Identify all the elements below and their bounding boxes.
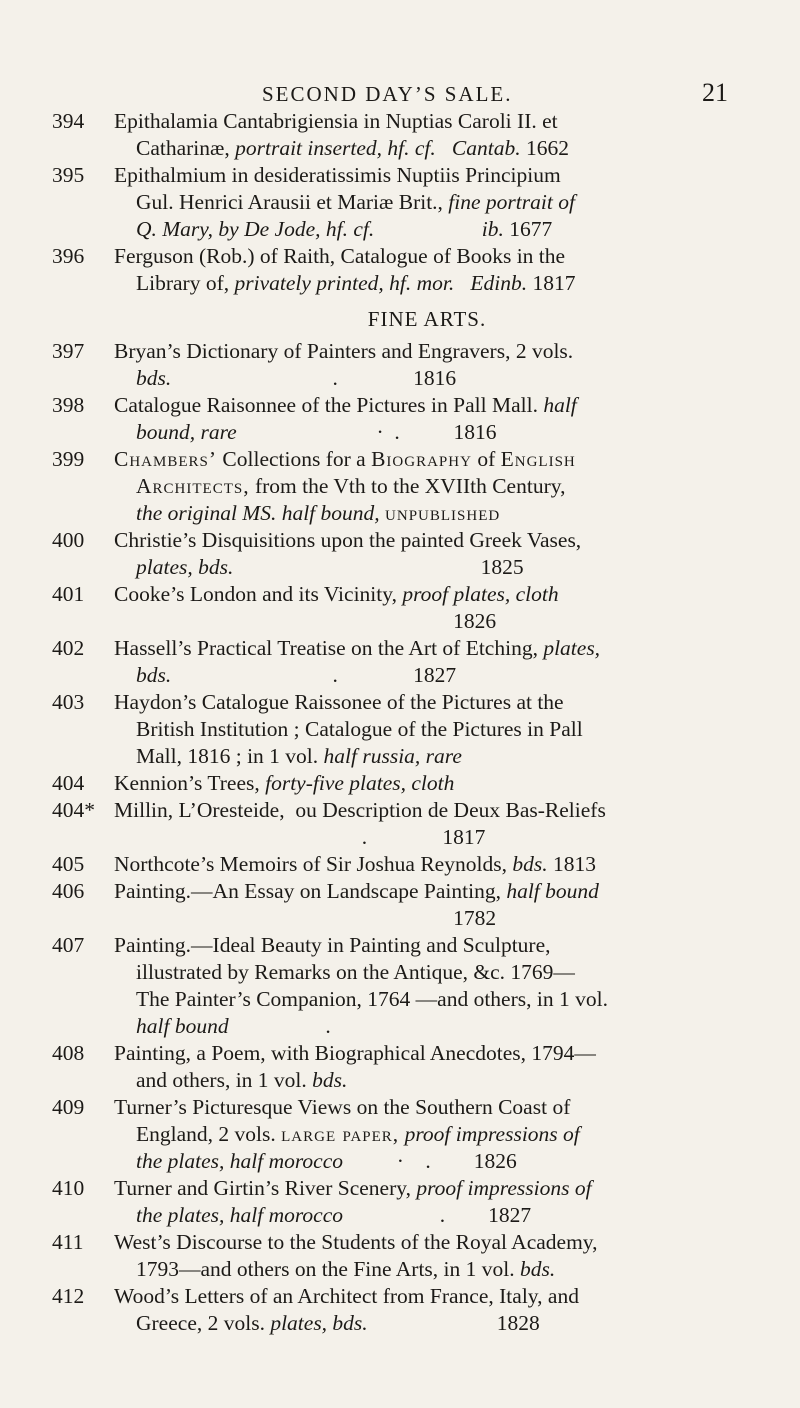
entry-text: half xyxy=(543,393,577,417)
entry-text: Ferguson (Rob.) of Raith, Catalogue of Books in the xyxy=(114,244,566,268)
entry-line xyxy=(114,270,742,297)
catalogue-entry xyxy=(52,392,742,446)
entry-text: England, 2 vols. xyxy=(136,1122,282,1146)
entry-line xyxy=(114,581,742,608)
entry-line xyxy=(114,365,742,392)
entry-line xyxy=(114,635,742,662)
entry-text: privately printed, hf. mor. xyxy=(234,271,455,295)
lot-number: 399 xyxy=(52,447,85,471)
catalogue-entry xyxy=(52,108,742,162)
entry-text: . 1827 xyxy=(343,1203,532,1227)
entry-line xyxy=(114,392,742,419)
entry-text: bds. xyxy=(312,1068,348,1092)
catalogue-entry xyxy=(52,446,742,527)
entry-text: plates, bds. xyxy=(136,555,234,579)
entry-line xyxy=(114,446,742,473)
entry-text: Q. Mary, by De Jode, hf. cf. xyxy=(136,217,375,241)
lot-number: 409 xyxy=(52,1095,85,1119)
entry-line xyxy=(114,824,742,851)
entry-line xyxy=(114,1121,742,1148)
entry-text xyxy=(436,136,452,160)
entry-text: Christie’s Disquisitions upon the painted Greek Vases, xyxy=(114,528,582,552)
entry-line xyxy=(114,986,742,1013)
entry-text: illustrated by Remarks on the Antique, &c. 1769— xyxy=(136,960,575,984)
catalogue-entry xyxy=(52,1040,742,1094)
entry-text: Kennion’s Trees, xyxy=(114,771,266,795)
entry-text: proof impressions of xyxy=(404,1122,580,1146)
entry-text: Catharinæ, xyxy=(136,136,236,160)
entry-line xyxy=(114,662,742,689)
entry-text: 1662 xyxy=(520,136,569,160)
entry-line xyxy=(114,932,742,959)
entry-line xyxy=(114,878,742,905)
entry-text: · . 1816 xyxy=(236,420,497,444)
catalogue-entry xyxy=(52,851,742,878)
lot-number: 398 xyxy=(52,393,85,417)
entry-line xyxy=(114,554,742,581)
entry-line xyxy=(114,1094,742,1121)
entry-text: 1782 xyxy=(136,906,497,930)
entry-text: 1817 xyxy=(527,271,576,295)
entry-text: fine portrait of xyxy=(448,190,575,214)
entry-text: 1813 xyxy=(547,852,596,876)
entry-text xyxy=(374,217,482,241)
entry-text: bds. xyxy=(136,366,172,390)
lot-number: 403 xyxy=(52,690,85,714)
entry-line xyxy=(114,135,742,162)
entry-text: . xyxy=(228,1014,331,1038)
entry-text: . 1827 xyxy=(171,663,457,687)
entry-line xyxy=(114,189,742,216)
catalogue-entry xyxy=(52,581,742,635)
entry-text: proof impressions of xyxy=(416,1176,592,1200)
lot-number: 410 xyxy=(52,1176,85,1200)
lot-number: 407 xyxy=(52,933,85,957)
entry-text: Biography xyxy=(371,447,472,471)
entry-text: half russia, rare xyxy=(323,744,462,768)
entry-text: of xyxy=(471,447,501,471)
catalogue-entry xyxy=(52,635,742,689)
entry-text: Painting.—Ideal Beauty in Painting and Sculpture, xyxy=(114,933,551,957)
running-title: SECOND DAY’S SALE. xyxy=(262,82,513,106)
entry-line xyxy=(114,1175,742,1202)
entry-text: British Institution ; Catalogue of the Pictures in Pall xyxy=(136,717,583,741)
entry-text: portrait inserted, hf. cf. xyxy=(235,136,436,160)
entry-line xyxy=(114,500,742,527)
lot-number: 397 xyxy=(52,339,85,363)
catalogue-entry xyxy=(52,162,742,243)
lot-number: 405 xyxy=(52,852,85,876)
entry-line xyxy=(114,608,742,635)
entry-text: plates, bds. xyxy=(270,1311,368,1335)
catalogue-entry xyxy=(52,1094,742,1175)
lot-number: 395 xyxy=(52,163,85,187)
entry-line xyxy=(114,1256,742,1283)
entry-text: the plates, half morocco xyxy=(136,1203,344,1227)
catalogue-entry xyxy=(52,932,742,1040)
entry-text: the original MS. half bound, xyxy=(136,501,380,525)
entry-text: bds. xyxy=(136,663,172,687)
entry-line xyxy=(114,851,742,878)
catalogue-entry xyxy=(52,243,742,297)
entry-line xyxy=(114,689,742,716)
entry-text: unpublished xyxy=(385,501,501,525)
lot-number: 404* xyxy=(52,798,95,822)
lot-number: 411 xyxy=(52,1230,84,1254)
lot-number: 402 xyxy=(52,636,85,660)
entry-line xyxy=(114,1310,742,1337)
entry-text: Library of, xyxy=(136,271,235,295)
entry-text: plates, xyxy=(543,636,601,660)
catalogue-entry xyxy=(52,338,742,392)
entry-line xyxy=(114,527,742,554)
entry-line xyxy=(114,905,742,932)
entry-text: . 1817 xyxy=(136,825,486,849)
entry-line xyxy=(114,1013,742,1040)
entry-line xyxy=(114,108,742,135)
entry-line xyxy=(114,162,742,189)
entry-line xyxy=(114,1040,742,1067)
entry-text: Edinb. xyxy=(470,271,528,295)
catalogue-entry xyxy=(52,1283,742,1337)
entry-text: Wood’s Letters of an Architect from France, Italy, and xyxy=(114,1284,579,1308)
entry-text: bds. xyxy=(512,852,548,876)
entry-text: English xyxy=(500,447,576,471)
entry-group-before-heading xyxy=(52,108,742,297)
entry-text: . 1816 xyxy=(171,366,457,390)
entry-text: Haydon’s Catalogue Raissonee of the Pictures at the xyxy=(114,690,564,714)
entry-line xyxy=(114,743,742,770)
entry-line xyxy=(114,770,742,797)
lot-number: 406 xyxy=(52,879,85,903)
entry-text: Northcote’s Memoirs of Sir Joshua Reynolds, xyxy=(114,852,513,876)
entry-text: large paper, xyxy=(281,1122,400,1146)
entry-text: West’s Discourse to the Students of the Royal Academy, xyxy=(114,1230,598,1254)
lot-number: 396 xyxy=(52,244,85,268)
entry-text: Turner and Girtin’s River Scenery, xyxy=(114,1176,417,1200)
entry-text: Cantab. xyxy=(451,136,521,160)
entry-text: The Painter’s Companion, 1764 —and others, in 1 vol. xyxy=(136,987,608,1011)
entry-text: Greece, 2 vols. xyxy=(136,1311,271,1335)
catalogue-entry xyxy=(52,527,742,581)
lot-number: 404 xyxy=(52,771,85,795)
entry-text: Epithalmium in desideratissimis Nuptiis Principium xyxy=(114,163,561,187)
entry-line xyxy=(114,216,742,243)
entry-text: bds. xyxy=(520,1257,556,1281)
entry-line xyxy=(114,1202,742,1229)
page-number: 21 xyxy=(702,78,728,107)
entry-text: 1828 xyxy=(367,1311,540,1335)
entry-text: Architects, xyxy=(136,474,250,498)
entry-text: Gul. Henrici Arausii et Mariæ Brit., xyxy=(136,190,449,214)
entry-text: from the Vth to the XVIIth Century, xyxy=(249,474,566,498)
entry-text: Catalogue Raisonnee of the Pictures in Pall Mall. xyxy=(114,393,544,417)
entry-line xyxy=(114,1148,742,1175)
entry-text: Mall, 1816 ; in 1 vol. xyxy=(136,744,324,768)
catalogue-entry xyxy=(52,797,742,851)
entry-line xyxy=(114,243,742,270)
lot-number: 394 xyxy=(52,109,85,133)
entry-text: Cooke’s London and its Vicinity, xyxy=(114,582,403,606)
entry-line xyxy=(114,1067,742,1094)
catalogue-entry xyxy=(52,1229,742,1283)
entry-text: Millin, L’Oresteide, ou Description de Deux Bas-Reliefs xyxy=(114,798,606,822)
entry-line xyxy=(114,797,742,824)
entry-text: bound, rare xyxy=(136,420,237,444)
entry-text: half bound xyxy=(506,879,599,903)
lot-number: 401 xyxy=(52,582,85,606)
lot-number: 412 xyxy=(52,1284,85,1308)
entry-text: the plates, half morocco xyxy=(136,1149,344,1173)
entry-line xyxy=(114,473,742,500)
entry-text: forty-five plates, cloth xyxy=(265,771,455,795)
entry-text: Chambers’ xyxy=(114,447,218,471)
entry-text: half bound xyxy=(136,1014,229,1038)
entry-group-fine-arts xyxy=(52,338,742,1337)
entry-text: Bryan’s Dictionary of Painters and Engravers, 2 vols. xyxy=(114,339,574,363)
entry-text: Collections for a xyxy=(217,447,372,471)
entry-text: Turner’s Picturesque Views on the Southern Coast of xyxy=(114,1095,571,1119)
section-heading: FINE ARTS. xyxy=(367,307,487,331)
catalogue-entry xyxy=(52,689,742,770)
entry-text: Painting.—An Essay on Landscape Painting, xyxy=(114,879,507,903)
entry-text xyxy=(454,271,470,295)
entry-text: Hassell’s Practical Treatise on the Art of Etching, xyxy=(114,636,544,660)
lot-number: 400 xyxy=(52,528,85,552)
entry-text: Epithalamia Cantabrigiensia in Nuptias Caroli II. et xyxy=(114,109,558,133)
catalogue-entries xyxy=(52,108,742,1337)
entry-line xyxy=(114,419,742,446)
entry-line xyxy=(114,716,742,743)
entry-line xyxy=(114,959,742,986)
entry-text: 1826 xyxy=(136,609,497,633)
entry-text: ib. xyxy=(481,217,504,241)
entry-text: 1793—and others on the Fine Arts, in 1 vol. xyxy=(136,1257,520,1281)
entry-line xyxy=(114,338,742,365)
catalogue-entry xyxy=(52,878,742,932)
entry-text: Painting, a Poem, with Biographical Anecdotes, 1794— xyxy=(114,1041,596,1065)
entry-text: 1677 xyxy=(503,217,553,241)
entry-text: proof plates, cloth xyxy=(402,582,559,606)
catalogue-entry xyxy=(52,770,742,797)
entry-text: and others, in 1 vol. xyxy=(136,1068,313,1092)
lot-number: 408 xyxy=(52,1041,85,1065)
entry-text: 1825 xyxy=(233,555,524,579)
entry-text: · . 1826 xyxy=(343,1149,517,1173)
entry-line xyxy=(114,1283,742,1310)
catalogue-entry xyxy=(52,1175,742,1229)
entry-line xyxy=(114,1229,742,1256)
